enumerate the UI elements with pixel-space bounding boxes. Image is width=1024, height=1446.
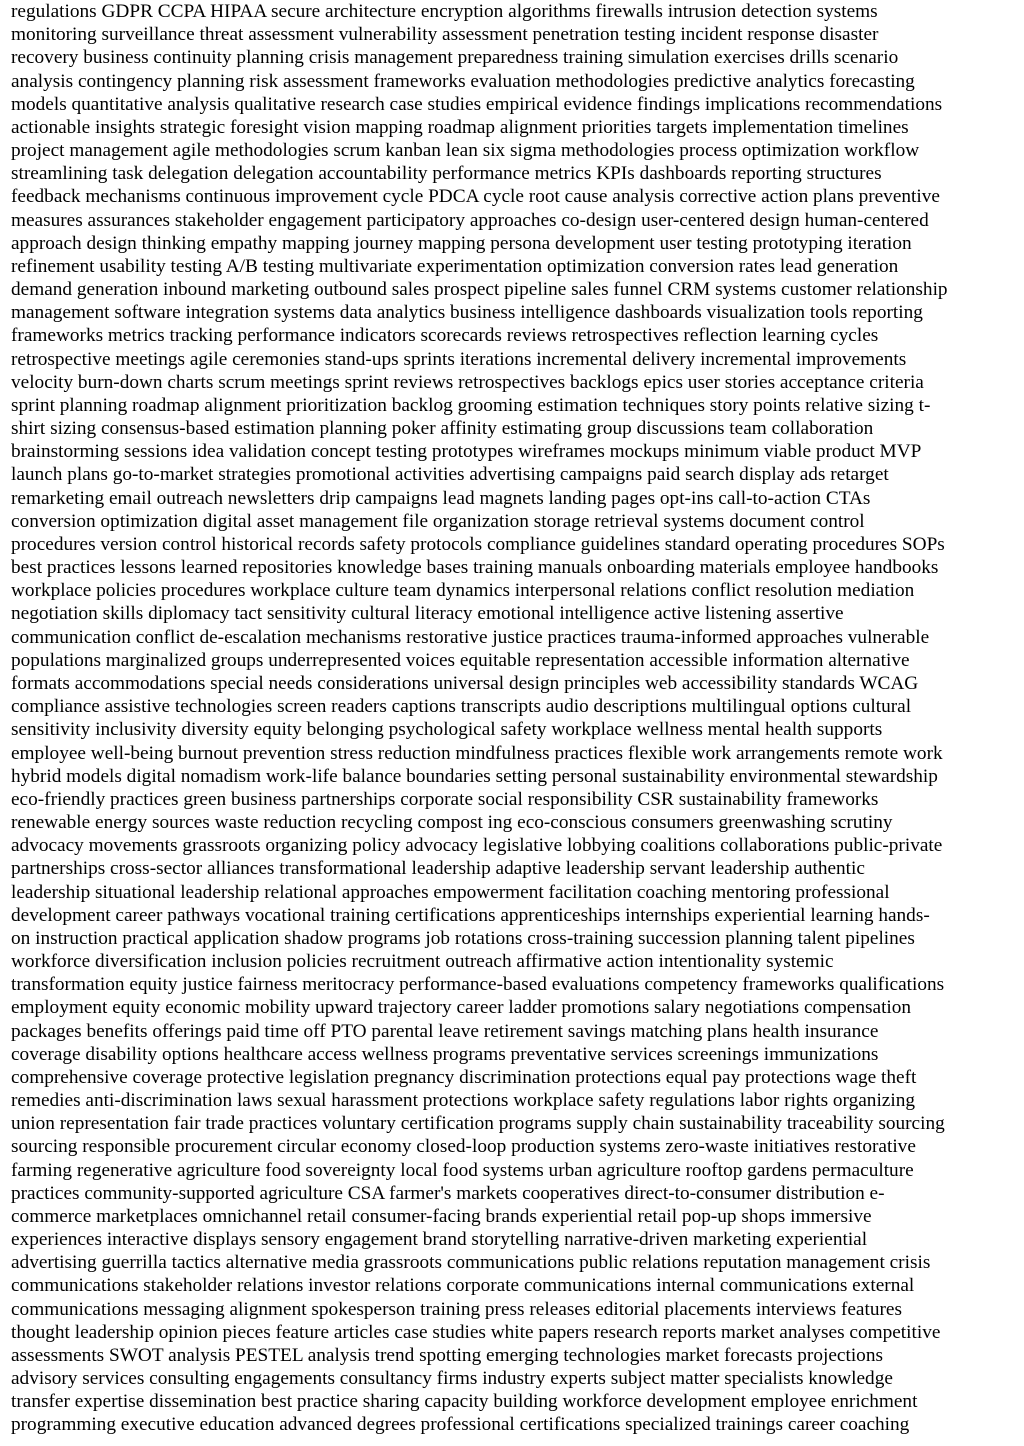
text-line: communication conflict de-escalation mechanisms restorative justice practices trauma-informed approaches vulnerable [11, 626, 930, 648]
text-line: programming executive education advanced degrees professional certifications specialized trainings career coaching [11, 1414, 910, 1436]
text-line: velocity burn-down charts scrum meetings sprint reviews retrospectives backlogs epics user stories acceptance criteria [11, 371, 924, 393]
text-line: monitoring surveillance threat assessment vulnerability assessment penetration testing incident response disaster [11, 24, 879, 46]
text-line: project management agile methodologies scrum kanban lean six sigma methodologies process optimization workflow [11, 140, 920, 162]
text-line: comprehensive coverage protective legislation pregnancy discrimination protections equal pay protections wage theft [11, 1066, 917, 1088]
text-line: approach design thinking empathy mapping journey mapping persona development user testing prototyping iteration [11, 232, 912, 254]
text-line: union representation fair trade practices voluntary certification programs supply chain sustainability traceability sourcing [11, 1113, 945, 1135]
text-line: sprint planning roadmap alignment prioritization backlog grooming estimation techniques story points relative sizing t- [11, 394, 931, 416]
text-line: retrospective meetings agile ceremonies stand-ups sprints iterations incremental delivery incremental improvements [11, 348, 907, 370]
text-line: commerce marketplaces omnichannel retail consumer-facing brands experiential retail pop-up shops immersive [11, 1205, 872, 1227]
text-line: remedies anti-discrimination laws sexual harassment protections workplace safety regulations labor rights organizing [11, 1090, 915, 1112]
text-line: advertising guerrilla tactics alternative media grassroots communications public relations reputation management crisis [11, 1252, 931, 1274]
text-line: frameworks metrics tracking performance indicators scorecards reviews retrospectives reflection learning cycles [11, 325, 879, 347]
text-line: demand generation inbound marketing outbound sales prospect pipeline sales funnel CRM systems customer relationship [11, 279, 948, 301]
text-line: procedures version control historical records safety protocols compliance guidelines standard operating procedures SOPs [11, 533, 945, 555]
text-line: streamlining task delegation delegation accountability performance metrics KPIs dashboards reporting structures [11, 163, 882, 185]
text-line: thought leadership opinion pieces feature articles case studies white papers research reports market analyses competitive [11, 1321, 941, 1343]
text-line: practices community-supported agriculture CSA farmer's markets cooperatives direct-to-consumer distribution e- [11, 1182, 885, 1204]
text-line: experiences interactive displays sensory engagement brand storytelling narrative-driven marketing experiential [11, 1229, 868, 1251]
text-line: farming regenerative agriculture food sovereignty local food systems urban agriculture rooftop gardens permaculture [11, 1159, 914, 1181]
document-text-block [11, 0, 1017, 1437]
text-line: models quantitative analysis qualitative research case studies empirical evidence findings implications recommendations [11, 93, 943, 115]
text-line: negotiation skills diplomacy tact sensitivity cultural literacy emotional intelligence active listening assertive [11, 603, 844, 625]
text-line: compliance assistive technologies screen readers captions transcripts audio descriptions multilingual options cultural [11, 696, 912, 718]
text-line: employment equity economic mobility upward trajectory career ladder promotions salary negotiations compensation [11, 997, 912, 1019]
text-line: brainstorming sessions idea validation concept testing prototypes wireframes mockups minimum viable product MVP [11, 441, 922, 463]
text-line: actionable insights strategic foresight vision mapping roadmap alignment priorities targets implementation timelines [11, 116, 909, 138]
text-line: conversion optimization digital asset management file organization storage retrieval systems document control [11, 510, 865, 532]
text-line: renewable energy sources waste reduction recycling compost ing eco-conscious consumers greenwashing scrutiny [11, 812, 893, 834]
text-line: communications messaging alignment spokesperson training press releases editorial placements interviews features [11, 1298, 902, 1320]
text-line: transfer expertise dissemination best practice sharing capacity building workforce development employee enrichment [11, 1391, 918, 1413]
text-line: advisory services consulting engagements consultancy firms industry experts subject matter specialists knowledge [11, 1368, 893, 1390]
text-line: management software integration systems data analytics business intelligence dashboards visualization tools reporting [11, 302, 923, 324]
text-line: measures assurances stakeholder engagement participatory approaches co-design user-centered design human-centered [11, 209, 929, 231]
text-line: on instruction practical application shadow programs job rotations cross-training succession planning talent pipelines [11, 927, 915, 949]
text-line: hybrid models digital nomadism work-life balance boundaries setting personal sustainability environmental stewardship [11, 765, 938, 787]
text-line: assessments SWOT analysis PESTEL analysis trend spotting emerging technologies market forecasts projections [11, 1344, 883, 1366]
text-line: formats accommodations special needs considerations universal design principles web accessibility standards WCAG [11, 672, 919, 694]
text-line: advocacy movements grassroots organizing policy advocacy legislative lobbying coalitions collaborations public-private [11, 835, 943, 857]
text-line: development career pathways vocational training certifications apprenticeships internships experiential learning hands- [11, 904, 930, 926]
text-line: leadership situational leadership relational approaches empowerment facilitation coaching mentoring professional [11, 881, 890, 903]
text-line: analysis contingency planning risk assessment frameworks evaluation methodologies predictive analytics forecasting [11, 70, 915, 92]
text-line: coverage disability options healthcare access wellness programs preventative services screenings immunizations [11, 1043, 879, 1065]
text-line: remarketing email outreach newsletters drip campaigns lead magnets landing pages opt-ins call-to-action CTAs [11, 487, 871, 509]
text-line: feedback mechanisms continuous improvement cycle PDCA cycle root cause analysis corrective action plans preventive [11, 186, 940, 208]
text-line: populations marginalized groups underrepresented voices equitable representation accessible information alternative [11, 649, 910, 671]
text-line: employee well-being burnout prevention stress reduction mindfulness practices flexible work arrangements remote work [11, 742, 943, 764]
text-line: refinement usability testing A/B testing multivariate experimentation optimization conversion rates lead generation [11, 255, 899, 277]
text-line: sourcing responsible procurement circular economy closed-loop production systems zero-waste initiatives restorative [11, 1136, 916, 1158]
text-line: launch plans go-to-market strategies promotional activities advertising campaigns paid search display ads retarget [11, 464, 889, 486]
text-line: workplace policies procedures workplace culture team dynamics interpersonal relations conflict resolution mediation [11, 580, 915, 602]
text-line: shirt sizing consensus-based estimation planning poker affinity estimating group discussions team collaboration [11, 418, 874, 440]
text-line: workforce diversification inclusion policies recruitment outreach affirmative action intentionality systemic [11, 951, 834, 973]
text-line: packages benefits offerings paid time off PTO parental leave retirement savings matching plans health insurance [11, 1020, 879, 1042]
text-line: best practices lessons learned repositories knowledge bases training manuals onboarding materials employee handbooks [11, 557, 939, 579]
text-line: regulations GDPR CCPA HIPAA secure architecture encryption algorithms firewalls intrusion detection systems [11, 1, 878, 22]
text-line: sensitivity inclusivity diversity equity belonging psychological safety workplace wellness mental health supports [11, 719, 883, 741]
text-line: communications stakeholder relations investor relations corporate communications internal communications external [11, 1275, 915, 1297]
text-line: eco-friendly practices green business partnerships corporate social responsibility CSR sustainability frameworks [11, 788, 879, 810]
text-line: recovery business continuity planning crisis management preparedness training simulation exercises drills scenario [11, 47, 899, 69]
text-line: transformation equity justice fairness meritocracy performance-based evaluations competency frameworks qualifications [11, 974, 945, 996]
text-line: partnerships cross-sector alliances transformational leadership adaptive leadership servant leadership authentic [11, 858, 865, 880]
